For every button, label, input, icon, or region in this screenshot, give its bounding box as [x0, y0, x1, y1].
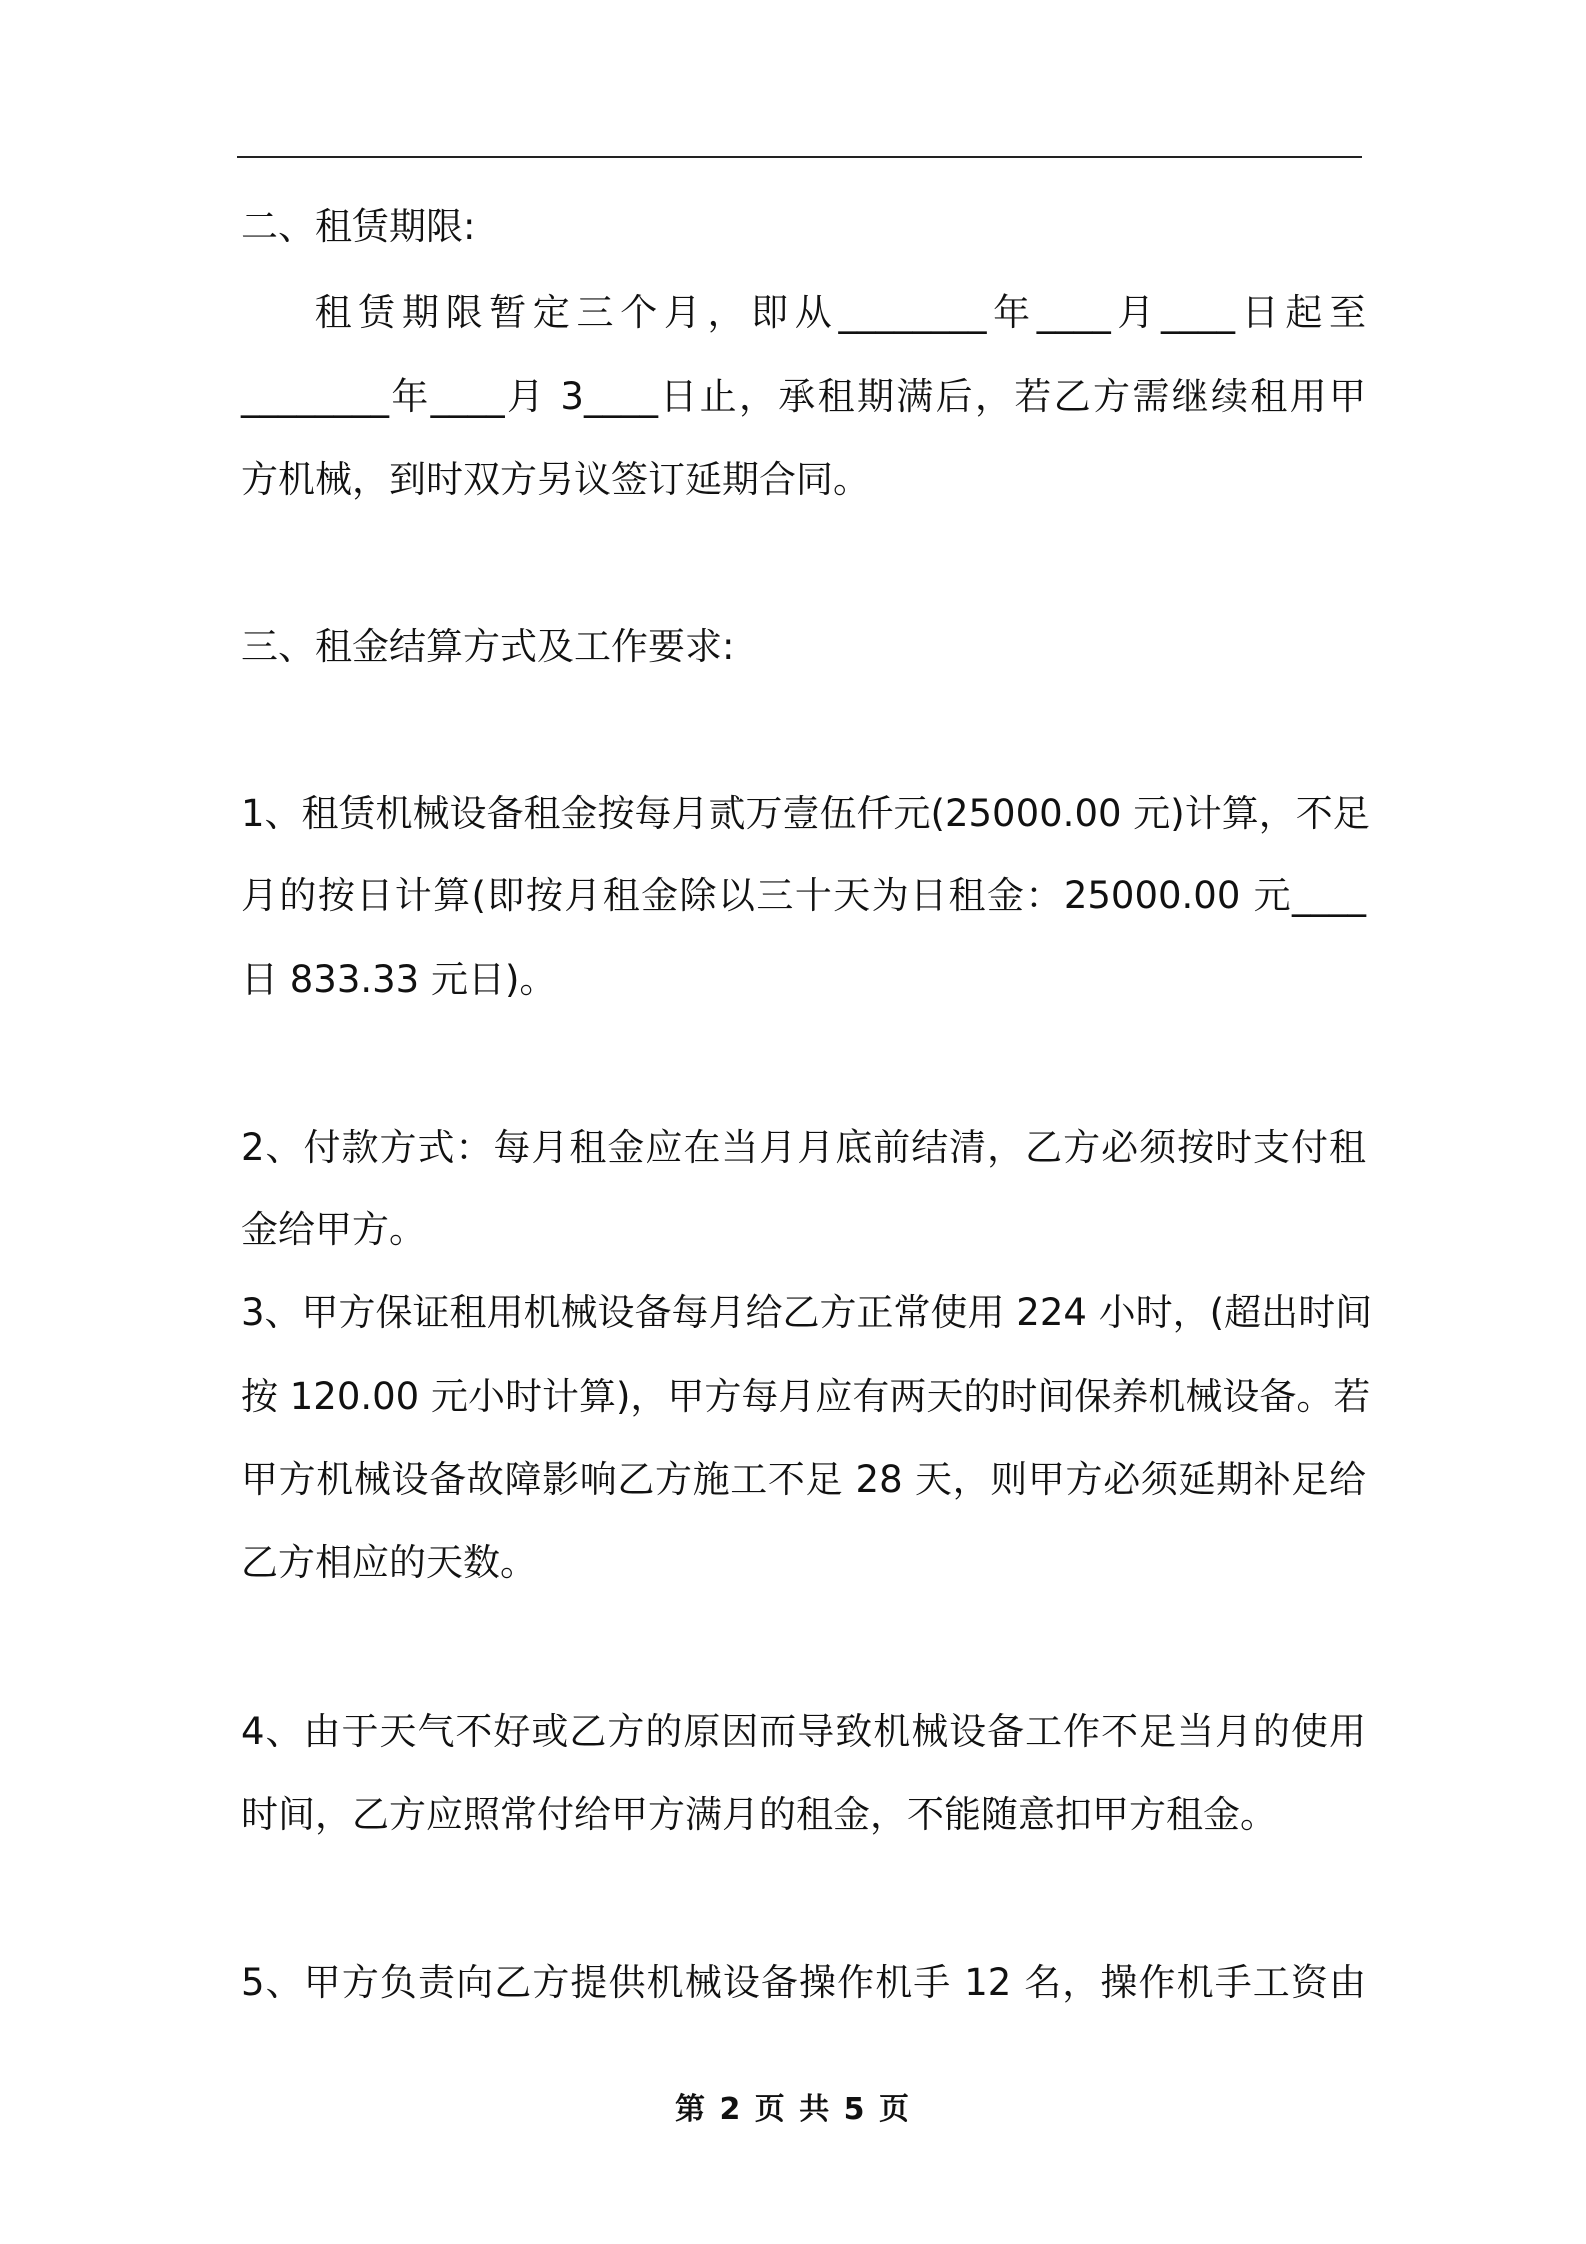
paragraph-line: 月的按日计算(即按月租金除以三十天为日租金：25000.00 元____ — [241, 874, 1366, 917]
paragraph-line: 日 833.33 元日)。 — [241, 958, 557, 1001]
paragraph-line: ________年____月 3____日止，承租期满后，若乙方需继续租用甲 — [241, 375, 1366, 418]
paragraph-line: 甲方机械设备故障影响乙方施工不足 28 天，则甲方必须延期补足给 — [241, 1458, 1366, 1501]
header-rule — [237, 156, 1362, 158]
paragraph-line: 时间，乙方应照常付给甲方满月的租金，不能随意扣甲方租金。 — [241, 1793, 1277, 1836]
paragraph-line: 按 120.00 元小时计算)，甲方每月应有两天的时间保养机械设备。若 — [241, 1375, 1371, 1418]
section-heading-rent-settlement: 三、租金结算方式及工作要求: — [241, 625, 735, 668]
paragraph-line: 乙方相应的天数。 — [241, 1541, 537, 1584]
paragraph-line: 5、甲方负责向乙方提供机械设备操作机手 12 名，操作机手工资由 — [241, 1961, 1366, 2004]
paragraph-line: 1、租赁机械设备租金按每月贰万壹伍仟元(25000.00 元)计算，不足 — [241, 792, 1370, 835]
paragraph-line: 3、甲方保证租用机械设备每月给乙方正常使用 224 小时，(超出时间 — [241, 1291, 1373, 1334]
paragraph-line: 金给甲方。 — [241, 1208, 426, 1251]
paragraph-line: 4、由于天气不好或乙方的原因而导致机械设备工作不足当月的使用 — [241, 1710, 1366, 1753]
paragraph-line: 方机械，到时双方另议签订延期合同。 — [241, 458, 870, 501]
section-heading-lease-term: 二、租赁期限: — [241, 205, 476, 248]
paragraph-line: 2、付款方式：每月租金应在当月月底前结清，乙方必须按时支付租 — [241, 1126, 1366, 1169]
page-number-footer: 第 2 页 共 5 页 — [675, 2092, 911, 2127]
paragraph-line: 租赁期限暂定三个月，即从________年____月____日起至 — [241, 291, 1366, 334]
